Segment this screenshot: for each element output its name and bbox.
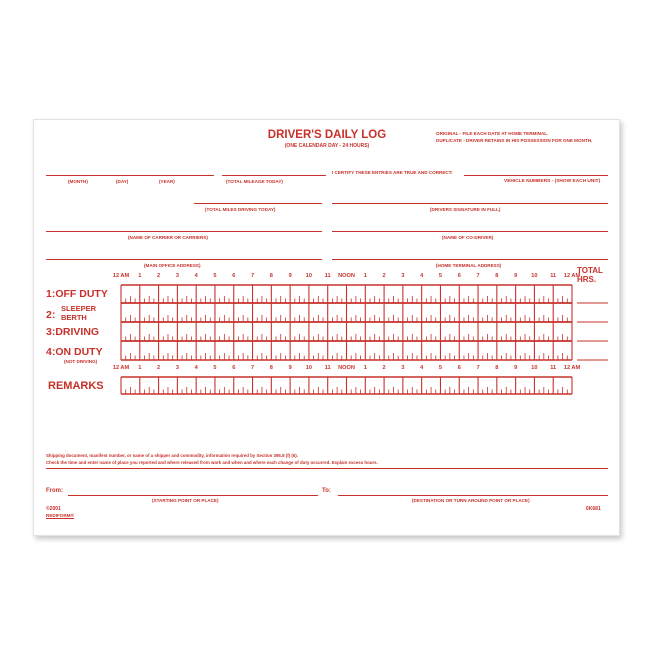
driver-signature-caption: (DRIVERS SIGNATURE IN FULL) xyxy=(430,207,501,212)
hour-label: 8 xyxy=(495,273,499,279)
starting-point-caption: (STARTING POINT OR PLACE) xyxy=(152,498,219,503)
co-driver-caption: (NAME OF CO-DRIVER) xyxy=(442,235,494,240)
hour-label: 11 xyxy=(324,365,331,371)
hour-label: 10 xyxy=(531,365,538,371)
day-caption: (DAY) xyxy=(116,179,129,184)
duty-label-on-duty: 4:ON DUTY xyxy=(46,346,103,358)
hour-label: 5 xyxy=(438,365,443,371)
hour-label: 3 xyxy=(401,273,405,279)
hour-label: 3 xyxy=(175,365,179,371)
drivers-daily-log-form xyxy=(33,119,620,536)
hour-label: 7 xyxy=(250,365,255,371)
total-hrs-label: TOTAL HRS. xyxy=(577,266,603,284)
hour-label: 6 xyxy=(457,273,461,279)
certify-statement: I CERTIFY THESE ENTRIES ARE TRUE AND CORRECT: xyxy=(332,170,453,175)
to-label: To: xyxy=(322,488,331,494)
form-subtitle: (ONE CALENDAR DAY - 24 HOURS) xyxy=(284,143,370,149)
shipping-note-line2: Check the time and enter name of place you reported and where released from work and when and where each change of duty occurred. Explain excess hours. xyxy=(46,460,378,465)
carrier-caption: (NAME OF CARRIER OR CARRIERS) xyxy=(128,235,208,240)
from-line[interactable] xyxy=(68,495,318,496)
hour-label: 1 xyxy=(363,365,367,371)
hour-label: 6 xyxy=(232,273,236,279)
to-line[interactable] xyxy=(338,495,608,496)
hour-label: 8 xyxy=(269,273,273,279)
hour-label: 2 xyxy=(382,273,386,279)
total-mileage-caption: (TOTAL MILEAGE TODAY) xyxy=(226,179,283,184)
hour-label: 4 xyxy=(194,365,198,371)
hour-label: 5 xyxy=(213,273,217,279)
hour-label: 5 xyxy=(438,273,443,279)
hour-label: 6 xyxy=(232,365,236,371)
hour-label: 1 xyxy=(363,273,367,279)
hour-label: 4 xyxy=(194,273,198,279)
from-label: From: xyxy=(46,488,63,494)
hour-label: 5 xyxy=(213,365,217,371)
hour-label: 2 xyxy=(157,273,161,279)
hour-label: 8 xyxy=(495,365,499,371)
total-miles-driving-caption: (TOTAL MILES DRIVING TODAY) xyxy=(205,207,276,212)
form-number: 6K681 xyxy=(586,506,601,512)
duty-label-sleeper-berth: SLEEPER BERTH xyxy=(61,304,97,322)
hour-label: 8 xyxy=(269,365,273,371)
hour-label: 12 AM xyxy=(112,273,130,279)
hour-label: 7 xyxy=(476,273,480,279)
hour-label: 7 xyxy=(250,273,255,279)
shipping-line[interactable] xyxy=(46,468,608,469)
hour-label: 2 xyxy=(157,365,161,371)
hour-label: 11 xyxy=(324,273,331,279)
home-terminal-caption: (HOME TERMINAL ADDRESS) xyxy=(436,263,502,268)
hour-label: 1 xyxy=(138,273,142,279)
vehicle-numbers-caption: VEHICLE NUMBERS - (SHOW EACH UNIT) xyxy=(504,179,601,184)
copy-note-original: ORIGINAL - FILE EACH DATE AT HOME TERMINAL. xyxy=(436,131,549,136)
hour-label: 1 xyxy=(138,365,142,371)
hour-label: 12 AM xyxy=(563,365,581,371)
hour-label: 10 xyxy=(305,273,313,279)
hour-label: 6 xyxy=(457,365,461,371)
duty-status-grid[interactable] xyxy=(34,120,621,537)
duty-number-sleeper: 2: xyxy=(46,309,56,321)
remarks-label: REMARKS xyxy=(48,380,104,392)
rediform-logo: REDIFORM® xyxy=(46,513,74,518)
hour-label: 4 xyxy=(420,365,424,371)
month-caption: (MONTH) xyxy=(68,179,88,184)
hour-label: 11 xyxy=(550,273,557,279)
hour-label: 4 xyxy=(420,273,424,279)
hour-label: 7 xyxy=(476,365,480,371)
hour-label: 3 xyxy=(401,365,405,371)
hour-label: 9 xyxy=(514,365,518,371)
hour-label: NOON xyxy=(338,273,355,279)
hour-label: 12 AM xyxy=(112,365,130,371)
destination-caption: (DESTINATION OR TURN AROUND POINT OR PLACE) xyxy=(412,498,530,503)
main-office-caption: (MAIN OFFICE ADDRESS) xyxy=(144,263,201,268)
hour-label: 9 xyxy=(288,273,292,279)
hour-label: 9 xyxy=(514,273,518,279)
copyright: ©2001 xyxy=(46,506,61,512)
hour-label: 12 AM xyxy=(563,273,581,279)
duty-label-driving: 3:DRIVING xyxy=(46,326,100,338)
copy-note-duplicate: DUPLICATE - DRIVER RETAINS IN HIS POSSESSION FOR ONE MONTH. xyxy=(436,138,593,143)
year-caption: (YEAR) xyxy=(159,179,175,184)
hour-label: 9 xyxy=(288,365,292,371)
hour-label: 10 xyxy=(305,365,313,371)
hour-label: 3 xyxy=(175,273,179,279)
hour-label: 2 xyxy=(382,365,386,371)
hour-label: NOON xyxy=(338,365,355,371)
duty-label-off-duty: 1:OFF DUTY xyxy=(46,288,108,300)
hour-label: 10 xyxy=(531,273,538,279)
not-driving-caption: (NOT DRIVING) xyxy=(64,359,98,364)
hour-label: 11 xyxy=(550,365,557,371)
shipping-note-line1: Shipping document, manifest number, or name of a shipper and commodity, information required by Section 395.8 (f) (6). xyxy=(46,453,298,458)
form-title: DRIVER'S DAILY LOG xyxy=(267,129,387,141)
